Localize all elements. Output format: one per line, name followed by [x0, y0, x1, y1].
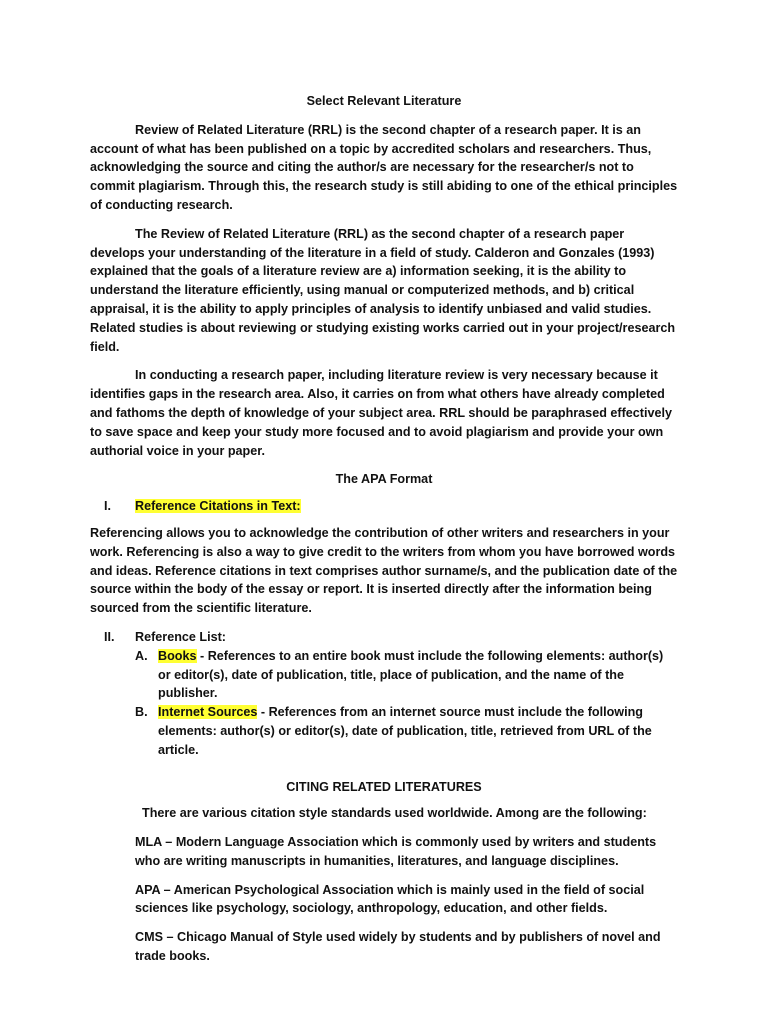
- apa-format-heading: The APA Format: [335, 472, 433, 487]
- list-item: [90, 833, 678, 871]
- list-item: [90, 881, 678, 919]
- bullet-icon: [90, 928, 135, 966]
- citing-heading: CITING RELATED LITERATURES: [286, 779, 482, 794]
- section-one-body: Referencing allows you to acknowledge the contribution of other writers and researchers in your work. Referencing is also a way to give credit to the writers from whom you have borrowed words and ideas. Reference citations in text comprises author surname/s, and the publication date of the source within the body of the essay or report. It is inserted directly after the information being sourced from the scientific literature.: [90, 525, 678, 616]
- list-item: [135, 703, 678, 759]
- paragraph-rrl-necessity: In conducting a research paper, including literature review is very necessary because it identifies gaps in the research area. Also, it carries on from what others have already completed and fathoms the depth of knowledge of your subject area. RRL should be paraphrased effectively to save space and keep your study more focused and to avoid plagiarism and provide your own authorial voice in your paper.: [90, 368, 672, 458]
- section-two-number: II.: [104, 629, 115, 644]
- list-item-text: - References from an internet source must include the following elements: author(s) or editor(s), date of publication, title, retrieved from URL of the article.: [158, 705, 652, 757]
- document-title: Select Relevant Literature: [306, 94, 462, 108]
- paragraph-rrl-definition: Review of Related Literature (RRL) is the second chapter of a research paper. It is an account of what has been published on a topic by accredited scholars and researchers. Thus, acknowledging the source and citing the author/s are necessary for the researcher/s not to commit plagiarism. Through this, the research study is still abiding to one of the ethical principles of conducting research.: [90, 122, 678, 212]
- section-two-label: Reference List:: [135, 629, 226, 644]
- citing-intro: There are various citation style standards used worldwide. Among are the following:: [142, 806, 647, 821]
- list-item: [135, 647, 678, 703]
- list-item-term: Internet Sources: [158, 705, 258, 720]
- reference-list: [135, 647, 678, 760]
- list-item: [90, 928, 678, 966]
- citation-style-cms: CMS – Chicago Manual of Style used widely by students and by publishers of novel and trade books.: [135, 930, 661, 964]
- bullet-icon: [90, 833, 135, 871]
- paragraph-rrl-goals: The Review of Related Literature (RRL) as the second chapter of a research paper develops your understanding of the literature in a field of study. Calderon and Gonzales (1993) explained that the goals of a literature review are a) information seeking, it is the ability to understand the literature efficiently, using manual or computerized methods, and b) critical appraisal, it is the ability to apply principles of analysis to identify unbiased and valid studies. Related studies is about reviewing or studying existing works carried out in your project/research field.: [90, 226, 676, 354]
- list-item-letter: A.: [135, 648, 148, 663]
- section-one-heading: [90, 497, 678, 516]
- section-one-number: I.: [104, 499, 111, 514]
- citation-style-mla: MLA – Modern Language Association which is commonly used by writers and students who are writing manuscripts in humanities, literatures, and language disciplines.: [135, 835, 657, 868]
- document-body: [90, 92, 678, 976]
- list-item-term: Books: [158, 648, 197, 663]
- list-item-letter: B.: [135, 705, 148, 720]
- section-one-label: Reference Citations in Text:: [135, 499, 301, 514]
- list-item-text: - References to an entire book must include the following elements: author(s) or editor(s), date of publication, title, place of publication, and the name of the publisher.: [158, 648, 664, 701]
- citation-style-apa: APA – American Psychological Association which is mainly used in the field of social sciences like psychology, sociology, anthropology, education, and other fields.: [135, 882, 645, 916]
- bullet-icon: [90, 881, 135, 919]
- section-two-heading: [90, 628, 678, 647]
